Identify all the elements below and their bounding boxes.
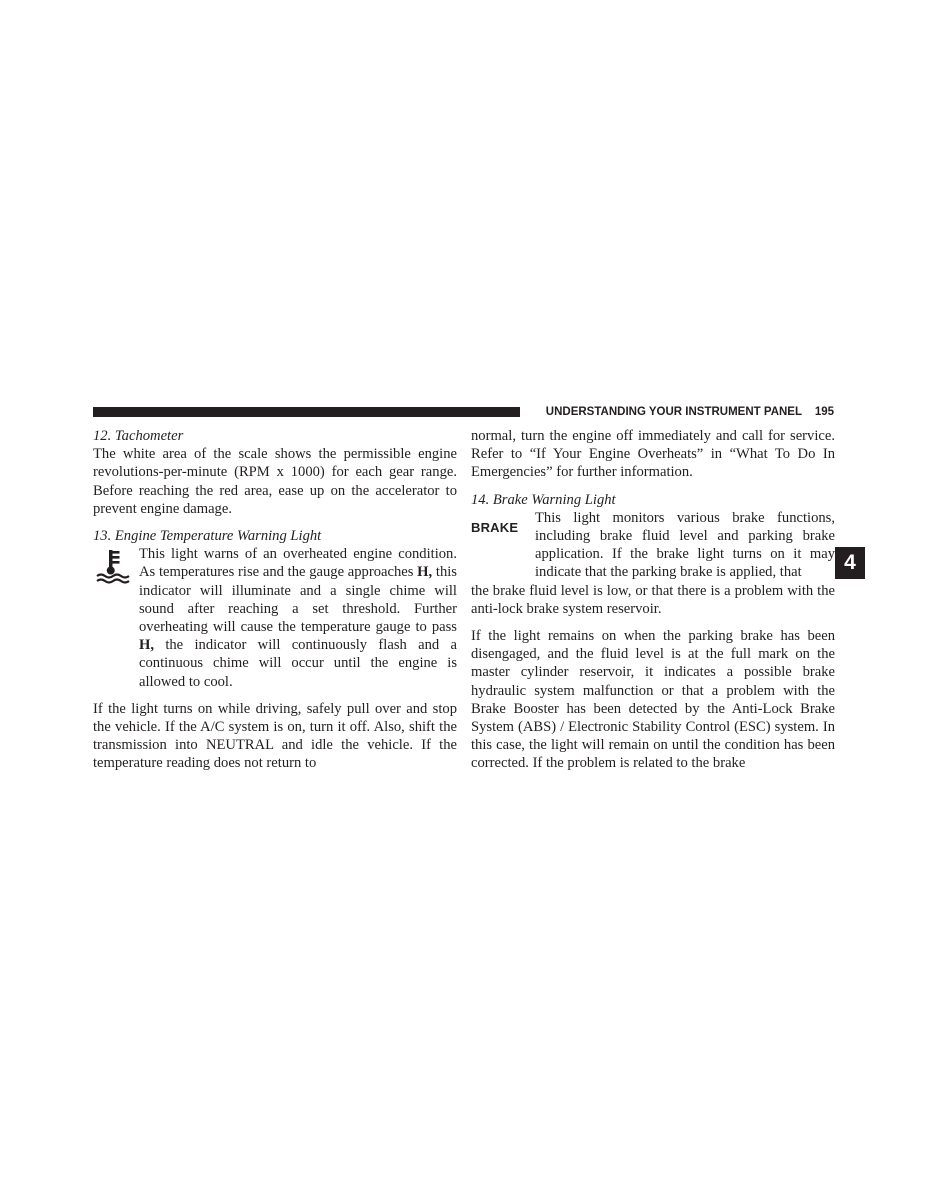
continued-paragraph: normal, turn the engine off immediately and call for service. Refer to “If Your Engine Overheats” in “What To Do In Emergencies” for further information. (471, 428, 835, 481)
page-number: 195 (814, 406, 834, 418)
right-column (471, 427, 835, 773)
running-header-title: UNDERSTANDING YOUR INSTRUMENT PANEL (545, 406, 802, 418)
brake-warning-icon: BRAKE (471, 519, 519, 535)
brake-heading: 14. Brake Warning Light (471, 491, 616, 508)
tachometer-body: The white area of the scale shows the permissible engine revolutions-per-minute (RPM x 1000) for each gear range. Before reaching the red area, ease up on the accelerator to prevent engine damage. (93, 446, 457, 517)
driving-paragraph: If the light turns on while driving, safely pull over and stop the vehicle. If the A/C system is on, turn it off. Also, shift the transmission into NEUTRAL and idle the vehicle. If the temperature reading does not return to (93, 700, 457, 772)
engine-temp-block (93, 545, 457, 691)
left-column (93, 427, 457, 773)
tachometer-heading: 12. Tachometer (93, 428, 184, 444)
header-rule (93, 407, 520, 417)
chapter-tab: 4 (835, 547, 865, 579)
brake-icon-text: This light monitors various brake functions, including brake fluid level and parking brake application. If the brake light turns on it may indicate that the parking brake is applied, that (535, 509, 835, 581)
brake-block (471, 509, 835, 582)
remains-paragraph: If the light remains on when the parking brake has been disengaged, and the fluid level is at the full mark on the master cylinder reservoir, it indicates a possible brake hydraulic system malfunction or that a problem with the Brake Booster has been detected by the Anti-Lock Brake System (ABS) / Electronic Stability Control (ESC) system. In this case, the light will remain on until the condition has been corrected. If the problem is related to the brake (471, 628, 835, 772)
engine-temp-body: This light warns of an overheated engine condition. As temperatures rise and the gauge approaches H, this indicator will illuminate and a single chime will sound after reaching a set threshold. Further overheating will cause the temperature gauge to pass H, the indicator will continuously flash and a continuous chime will occur until the engine is allowed to cool. (139, 546, 457, 690)
engine-temp-heading: 13. Engine Temperature Warning Light (93, 528, 322, 545)
engine-temperature-icon (93, 545, 139, 589)
brake-continued: the brake fluid level is low, or that there is a problem with the anti-lock brake system reservoir. (471, 582, 835, 617)
